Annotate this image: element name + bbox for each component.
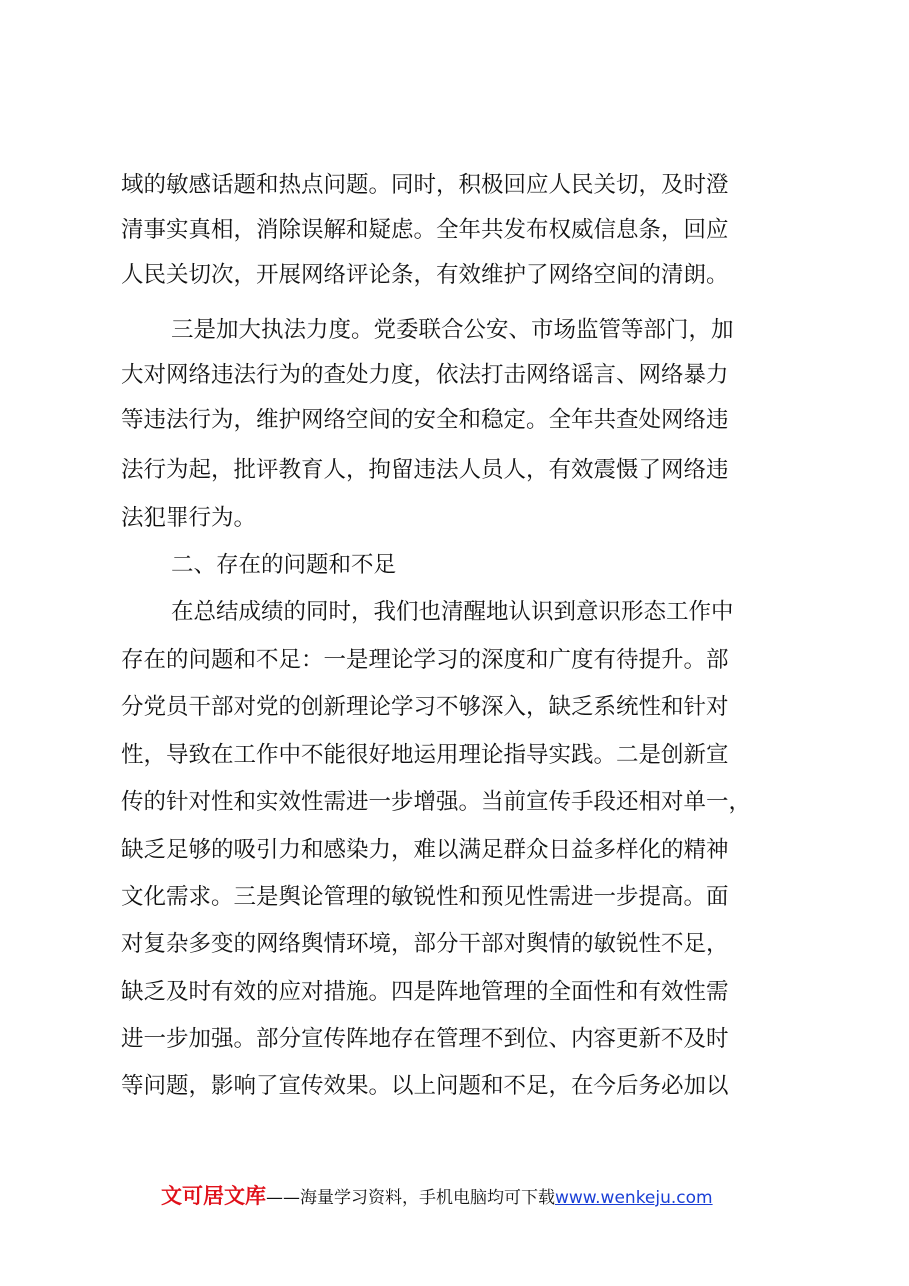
paragraph-line: 法犯罪行为。 bbox=[121, 505, 257, 531]
section-heading: 二、存在的问题和不足 bbox=[171, 552, 397, 578]
paragraph-line: 文化需求。三是舆论管理的敏锐性和预见性需进一步提高。面 bbox=[121, 884, 729, 910]
paragraph-line: 对复杂多变的网络舆情环境，部分干部对舆情的敏锐性不足， bbox=[121, 931, 729, 957]
footer-link[interactable]: www.wenkeju.com bbox=[555, 1188, 713, 1208]
paragraph-line: 存在的问题和不足：一是理论学习的深度和广度有待提升。部 bbox=[121, 647, 729, 673]
paragraph-line: 分党员干部对党的创新理论学习不够深入，缺乏系统性和针对 bbox=[121, 694, 729, 720]
paragraph-line: 域的敏感话题和热点问题。同时，积极回应人民关切，及时澄 bbox=[121, 172, 729, 198]
paragraph-line: 法行为起，批评教育人，拘留违法人员人，有效震慑了网络违 bbox=[121, 457, 729, 483]
paragraph-line: 大对网络违法行为的查处力度，依法打击网络谣言、网络暴力 bbox=[121, 362, 729, 388]
paragraph-line: 等问题，影响了宣传效果。以上问题和不足，在今后务必加以 bbox=[121, 1073, 729, 1099]
footer-tagline: ——海量学习资料，手机电脑均可下载 bbox=[266, 1188, 555, 1208]
paragraph-line: 三是加大执法力度。党委联合公安、市场监管等部门，加 bbox=[171, 317, 734, 343]
paragraph-line: 在总结成绩的同时，我们也清醒地认识到意识形态工作中 bbox=[171, 599, 734, 625]
paragraph-line: 等违法行为，维护网络空间的安全和稳定。全年共查处网络违 bbox=[121, 407, 729, 433]
paragraph-line: 清事实真相，消除误解和疑虑。全年共发布权威信息条，回应 bbox=[121, 217, 729, 243]
paragraph-line: 缺乏及时有效的应对措施。四是阵地管理的全面性和有效性需 bbox=[121, 979, 729, 1005]
paragraph-line: 进一步加强。部分宣传阵地存在管理不到位、内容更新不及时 bbox=[121, 1026, 729, 1052]
paragraph-line: 传的针对性和实效性需进一步增强。当前宣传手段还相对单一， bbox=[121, 789, 752, 815]
footer-banner bbox=[161, 1181, 713, 1211]
paragraph-line: 人民关切次，开展网络评论条，有效维护了网络空间的清朗。 bbox=[121, 262, 729, 288]
paragraph-line: 缺乏足够的吸引力和感染力，难以满足群众日益多样化的精神 bbox=[121, 837, 729, 863]
footer-brand: 文可居文库 bbox=[161, 1184, 266, 1208]
paragraph-line: 性，导致在工作中不能很好地运用理论指导实践。二是创新宣 bbox=[121, 742, 729, 768]
